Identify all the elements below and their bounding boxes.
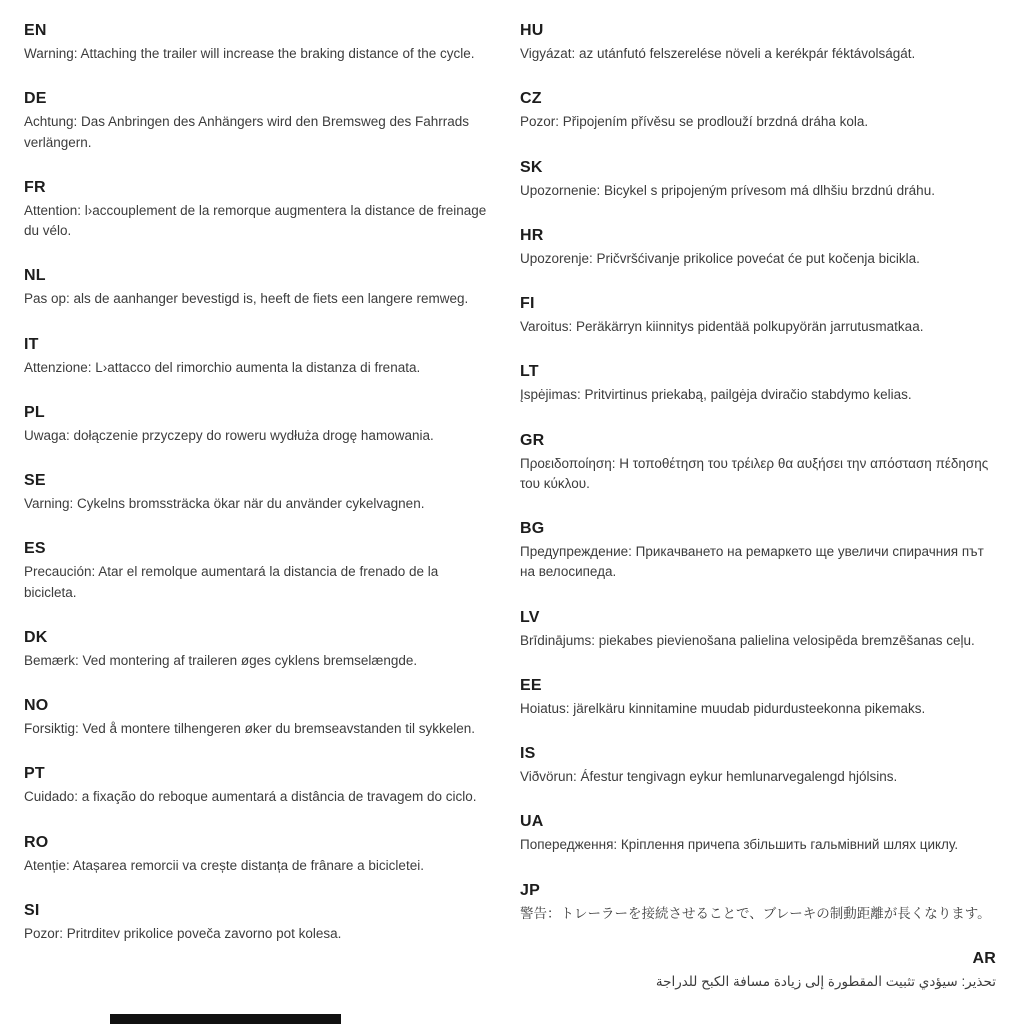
- warning-text: Upozornenie: Bicykel s pripojeným prívesom má dlhšiu brzdnú dráhu.: [520, 182, 935, 198]
- warning-text: Viðvörun: Áfestur tengivagn eykur hemlunarvegalengd hjólsins.: [520, 769, 898, 784]
- language-entry: [24, 629, 492, 671]
- language-entry: [520, 22, 996, 64]
- language-code-label: DE: [24, 90, 47, 108]
- language-code-label: RO: [24, 833, 49, 851]
- language-code-label: EE: [520, 676, 542, 694]
- language-entry: [24, 404, 492, 446]
- right-column: [520, 22, 996, 1018]
- language-code-label: ES: [24, 540, 46, 558]
- warning-text: Brīdinājums: piekabes pievienošana palielina velosipēda bremzēšanas ceļu.: [520, 632, 975, 648]
- language-entry: [520, 677, 996, 719]
- warning-text: 警告：トレーラーを接続させることで、ブレーキの制動距離が長くなります。: [520, 905, 991, 921]
- language-entry: [520, 882, 996, 924]
- warning-text: Hoiatus: järelkäru kinnitamine muudab pidurdusteekonna pikemaks.: [520, 700, 926, 716]
- language-code-label: GR: [520, 431, 545, 449]
- warning-text: Varning: Cykelns bromssträcka ökar när du använder cykelvagnen.: [24, 496, 425, 511]
- language-code-label: PL: [24, 403, 45, 421]
- warning-text: Forsiktig: Ved å montere tilhengeren øker du bremseavstanden til sykkelen.: [24, 721, 475, 736]
- language-code-label: CZ: [520, 90, 542, 108]
- language-entry: [24, 765, 492, 807]
- language-code-label: JP: [520, 881, 540, 899]
- language-code-label: HU: [520, 22, 544, 39]
- language-code-label: BG: [520, 520, 545, 537]
- language-code-label: SI: [24, 901, 40, 919]
- warning-text: Attention: l›accouplement de la remorque augmentera la distance de freinage du vélo.: [24, 202, 487, 238]
- warning-text: Pas op: als de aanhanger bevestigd is, heeft de fiets een langere remweg.: [24, 291, 469, 307]
- language-code-label: FR: [24, 178, 46, 196]
- language-columns: [24, 22, 996, 1018]
- warning-text: Попередження: Кріплення причепа збільшить гальмівний шлях циклу.: [520, 837, 959, 853]
- language-entry: [520, 90, 996, 132]
- language-code-label: UA: [520, 813, 544, 831]
- warning-text: Precaución: Atar el remolque aumentará la distancia de frenado de la bicicleta.: [24, 564, 439, 600]
- language-entry: [520, 363, 996, 405]
- language-entry: [520, 227, 996, 269]
- language-entry: [24, 540, 492, 603]
- warning-text: Varoitus: Peräkärryn kiinnitys pidentää polkupyörän jarrutusmatkaa.: [520, 319, 924, 334]
- language-entry: [24, 472, 492, 514]
- language-entry: [520, 432, 996, 495]
- warning-text: Upozorenje: Pričvršćivanje prikolice povećat će put kočenja bicikla.: [520, 250, 920, 266]
- language-entry: [520, 950, 996, 992]
- language-entry: [24, 22, 492, 64]
- language-entry: [24, 90, 492, 153]
- language-code-label: DK: [24, 628, 48, 646]
- language-entry: [24, 179, 492, 242]
- language-code-label: IT: [24, 335, 39, 353]
- warning-text: Achtung: Das Anbringen des Anhängers wird den Bremsweg des Fahrrads verlängern.: [24, 114, 470, 150]
- language-entry: [24, 697, 492, 739]
- bottom-crop-bar: [110, 1014, 341, 1024]
- language-entry: [24, 834, 492, 876]
- language-entry: [24, 267, 492, 309]
- warning-text: Warning: Attaching the trailer will increase the braking distance of the cycle.: [24, 46, 475, 61]
- language-entry: [520, 520, 996, 583]
- warning-text: Pozor: Připojením přívěsu se prodlouží brzdná dráha kola.: [520, 114, 869, 130]
- warning-text: Cuidado: a fixação do reboque aumentará a distância de travagem do ciclo.: [24, 789, 477, 805]
- warning-text: Pozor: Pritrditev prikolice poveča zavorno pot kolesa.: [24, 925, 342, 941]
- warning-text: Attenzione: L›attacco del rimorchio aumenta la distanza di frenata.: [24, 359, 421, 375]
- warning-text: Įspėjimas: Pritvirtinus priekabą, pailgėja dviračio stabdymo kelias.: [520, 387, 912, 403]
- language-entry: [24, 902, 492, 944]
- warning-text: Uwaga: dołączenie przyczepy do roweru wydłuża drogę hamowania.: [24, 427, 434, 443]
- language-code-label: EN: [24, 22, 47, 39]
- warning-text: Προειδοποίηση: Η τοποθέτηση του τρέιλερ θα αυξήσει την απόσταση πέδησης του κύκλου.: [520, 455, 989, 491]
- language-code-label: NO: [24, 697, 49, 714]
- warning-text: Предупреждение: Прикачването на ремаркето ще увеличи спирачния път на велосипеда.: [520, 544, 984, 580]
- language-code-label: IS: [520, 745, 536, 762]
- language-code-label: NL: [24, 267, 46, 285]
- language-entry: [24, 336, 492, 378]
- language-code-label: PT: [24, 765, 45, 783]
- language-code-label: FI: [520, 295, 535, 312]
- warning-text: Bemærk: Ved montering af traileren øges cyklens bremselængde.: [24, 652, 418, 668]
- language-code-label: SE: [24, 472, 46, 489]
- language-entry: [520, 295, 996, 337]
- language-entry: [520, 609, 996, 651]
- language-entry: [520, 813, 996, 855]
- language-code-label: SK: [520, 158, 543, 176]
- warning-text: Vigyázat: az utánfutó felszerelése növeli a kerékpár féktávolságát.: [520, 46, 916, 61]
- language-code-label: AR: [972, 949, 996, 967]
- language-entry: [520, 745, 996, 787]
- language-code-label: LT: [520, 363, 539, 381]
- language-entry: [520, 159, 996, 201]
- warning-text: Atenție: Atașarea remorcii va crește distanța de frânare a bicicletei.: [24, 857, 424, 873]
- language-code-label: HR: [520, 226, 544, 244]
- language-code-label: LV: [520, 608, 540, 626]
- warning-text: تحذير: سيؤدي تثبيت المقطورة إلى زيادة مسافة الكبح للدراجة: [655, 973, 996, 989]
- left-column: [24, 22, 492, 970]
